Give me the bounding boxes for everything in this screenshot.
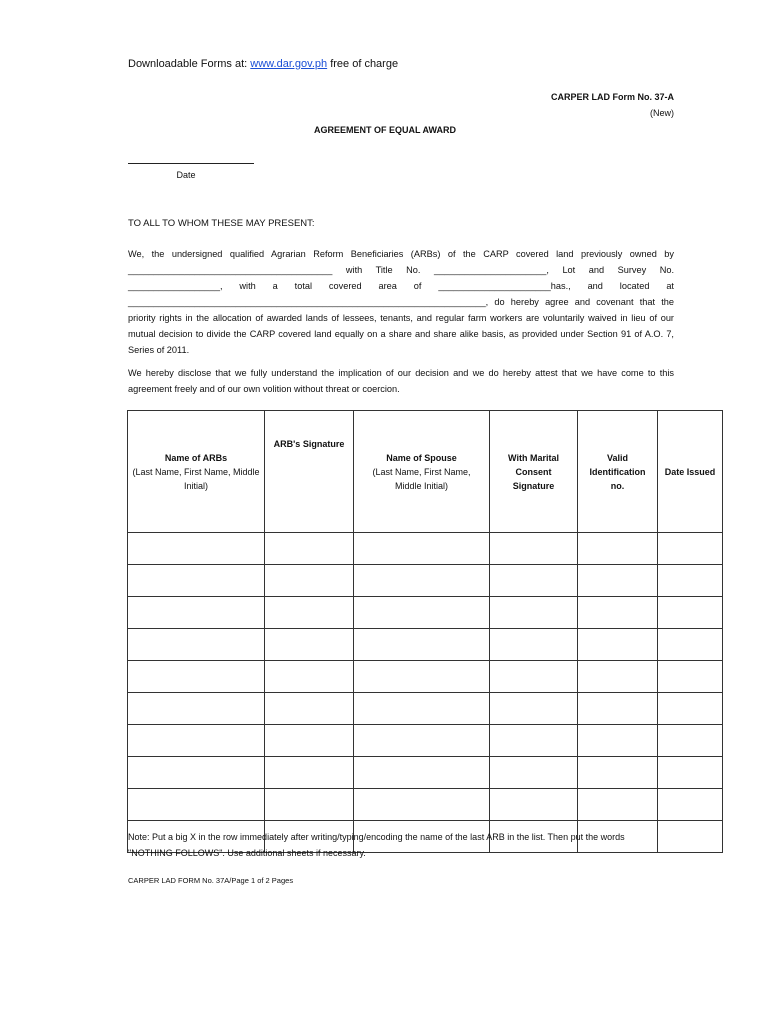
marital-consent-cell[interactable]	[490, 789, 578, 821]
instruction-note: Note: Put a big X in the row immediately after writing/typing/encoding the name of the last ARB in the list. Then put the words "NOTHING FOLLOWS". Use additional sheets if necessary.	[128, 832, 625, 858]
date-field[interactable]	[128, 153, 254, 164]
arb-name-cell[interactable]	[128, 533, 265, 565]
date-issued-cell[interactable]	[658, 693, 723, 725]
arb-signature-cell[interactable]	[265, 629, 354, 661]
spouse-name-cell[interactable]	[354, 725, 490, 757]
arb-name-cell[interactable]	[128, 565, 265, 597]
table-row	[128, 533, 723, 565]
spouse-name-cell[interactable]	[354, 661, 490, 693]
valid-id-cell[interactable]	[578, 597, 658, 629]
table-row	[128, 565, 723, 597]
spouse-name-cell[interactable]	[354, 693, 490, 725]
form-status: (New)	[650, 108, 674, 118]
col-title: ARB's Signature	[273, 439, 345, 449]
table-header-row	[128, 411, 723, 533]
col-subtitle: (Last Name, First Name, Middle Initial)	[132, 466, 260, 491]
spouse-name-cell[interactable]	[354, 789, 490, 821]
col-header-date-issued	[658, 411, 723, 533]
marital-consent-cell[interactable]	[490, 629, 578, 661]
arb-signature-cell[interactable]	[265, 565, 354, 597]
date-issued-cell[interactable]	[658, 533, 723, 565]
marital-consent-cell[interactable]	[490, 757, 578, 789]
table-row	[128, 757, 723, 789]
col-subtitle: (Last Name, First Name, Middle Initial)	[372, 466, 471, 491]
arb-name-cell[interactable]	[128, 757, 265, 789]
table-row	[128, 629, 723, 661]
marital-consent-cell[interactable]	[490, 565, 578, 597]
col-title: With Marital Consent Signature	[508, 452, 559, 491]
arb-name-cell[interactable]	[128, 693, 265, 725]
form-title: AGREEMENT OF EQUAL AWARD	[313, 125, 456, 135]
spouse-name-cell[interactable]	[354, 757, 490, 789]
col-header-marital-consent	[490, 411, 578, 533]
col-title: Name of Spouse	[386, 452, 457, 463]
table-row	[128, 597, 723, 629]
date-issued-cell[interactable]	[658, 597, 723, 629]
arb-signature-cell[interactable]	[265, 693, 354, 725]
arb-name-cell[interactable]	[128, 597, 265, 629]
col-title: Date Issued	[664, 466, 716, 477]
valid-id-cell[interactable]	[578, 661, 658, 693]
valid-id-cell[interactable]	[578, 693, 658, 725]
valid-id-cell[interactable]	[578, 565, 658, 597]
arb-signature-cell[interactable]	[265, 757, 354, 789]
marital-consent-cell[interactable]	[490, 693, 578, 725]
table-row	[128, 725, 723, 757]
col-header-arb-name	[128, 411, 265, 533]
salutation: TO ALL TO WHOM THESE MAY PRESENT:	[128, 218, 315, 229]
valid-id-cell[interactable]	[578, 757, 658, 789]
table-row	[128, 693, 723, 725]
table-row	[128, 661, 723, 693]
spouse-name-cell[interactable]	[354, 629, 490, 661]
arb-signature-cell[interactable]	[265, 789, 354, 821]
arb-signature-cell[interactable]	[265, 661, 354, 693]
col-title: Valid Identification no.	[589, 452, 646, 491]
marital-consent-cell[interactable]	[490, 661, 578, 693]
date-issued-cell[interactable]	[658, 725, 723, 757]
date-issued-cell[interactable]	[658, 565, 723, 597]
marital-consent-cell[interactable]	[490, 725, 578, 757]
col-header-valid-id	[578, 411, 658, 533]
spouse-name-cell[interactable]	[354, 597, 490, 629]
form-number: CARPER LAD Form No. 37-A	[550, 92, 674, 102]
marital-consent-cell[interactable]	[490, 597, 578, 629]
col-header-spouse-name	[354, 411, 490, 533]
table-row	[128, 789, 723, 821]
date-issued-cell[interactable]	[658, 629, 723, 661]
arb-name-cell[interactable]	[128, 725, 265, 757]
arb-name-cell[interactable]	[128, 629, 265, 661]
arb-signature-cell[interactable]	[265, 533, 354, 565]
download-prefix: Downloadable Forms at:	[128, 58, 248, 70]
dar-website-link[interactable]: www.dar.gov.ph	[250, 58, 328, 70]
valid-id-cell[interactable]	[578, 725, 658, 757]
date-issued-cell[interactable]	[658, 661, 723, 693]
arb-rows	[128, 533, 723, 853]
date-issued-cell[interactable]	[658, 789, 723, 821]
arb-signature-cell[interactable]	[265, 725, 354, 757]
marital-consent-cell[interactable]	[490, 533, 578, 565]
spouse-name-cell[interactable]	[354, 533, 490, 565]
date-label: Date	[176, 170, 196, 180]
valid-id-cell[interactable]	[578, 533, 658, 565]
valid-id-cell[interactable]	[578, 629, 658, 661]
arb-name-cell[interactable]	[128, 661, 265, 693]
download-suffix: free of charge	[330, 58, 399, 70]
col-header-arb-signature	[265, 411, 354, 533]
arb-table	[127, 410, 723, 853]
page-footer: CARPER LAD FORM No. 37A/Page 1 of 2 Pages	[128, 876, 294, 885]
valid-id-cell[interactable]	[578, 789, 658, 821]
spouse-name-cell[interactable]	[354, 565, 490, 597]
arb-signature-cell[interactable]	[265, 597, 354, 629]
agreement-paragraph: We, the undersigned qualified Agrarian Reform Beneficiaries (ARBs) of the CARP covered land previously owned by ________________________________________ with Title No. ______________________, Lot and Survey No. __________________, with a total covered area of ______________________has., and located at ______________________________________________________________________, do hereby agree and covenant that the priority rights in the allocation of awarded lands of lessees, tenants, and regular farm workers are voluntarily waived in lieu of our mutual decision to divide the CARP covered land equally on a share and share alike basis, as provided under Section 91 of A.O. 7, Series of 2011.	[128, 249, 674, 355]
col-title: Name of ARBs	[164, 452, 228, 463]
date-issued-cell[interactable]	[658, 757, 723, 789]
download-header	[128, 57, 398, 72]
disclosure-paragraph: We hereby disclose that we fully understand the implication of our decision and we do hereby attest that we have come to this agreement freely and of our own volition without threat or coercion.	[128, 368, 674, 394]
arb-name-cell[interactable]	[128, 789, 265, 821]
